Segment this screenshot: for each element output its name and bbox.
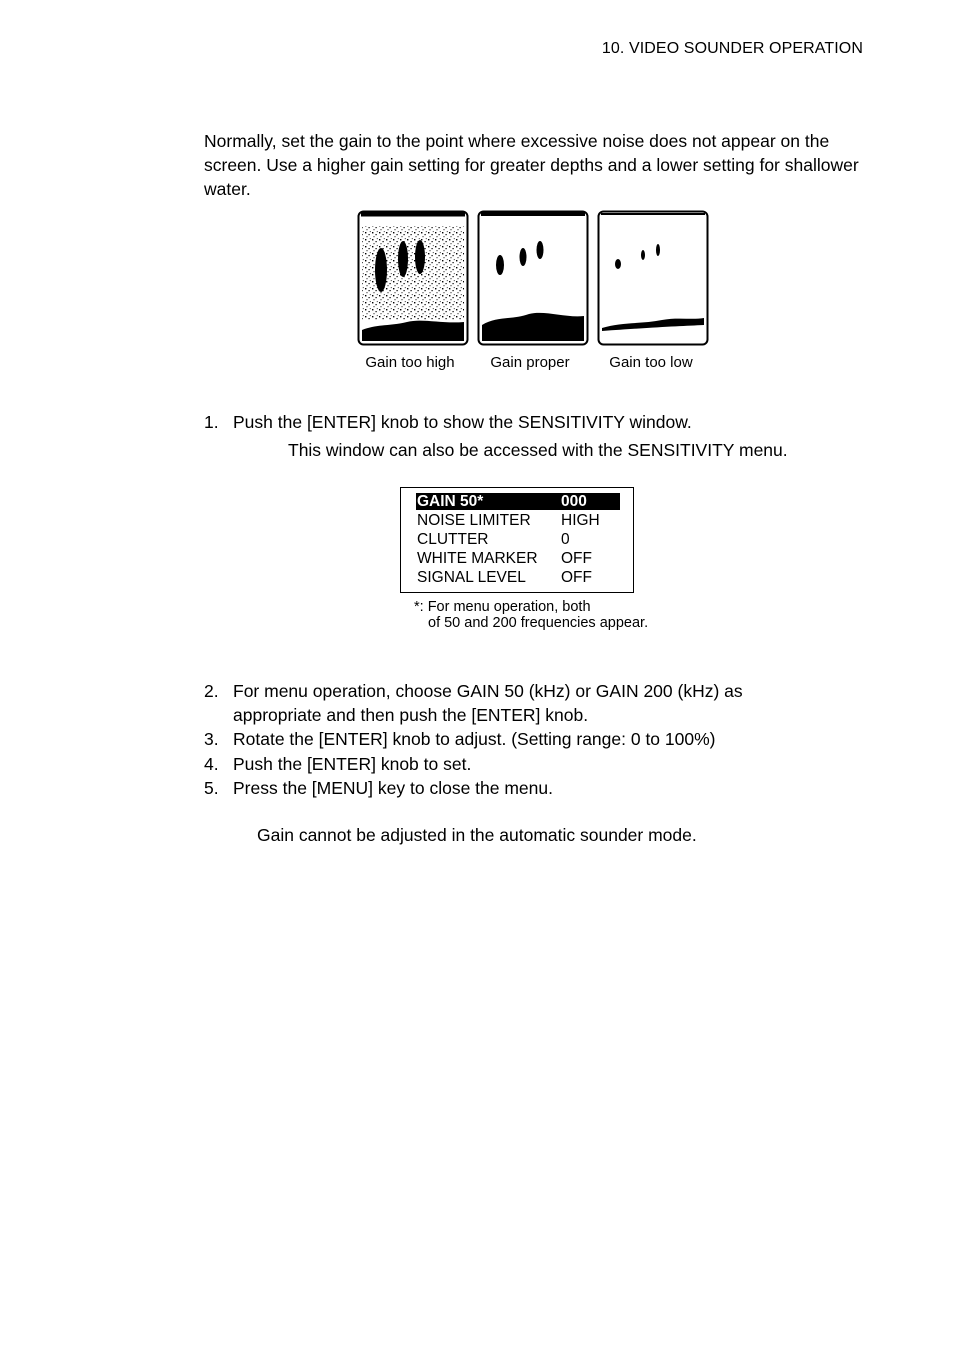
menu-row-label: WHITE MARKER	[417, 550, 538, 567]
footnote-line-1: *: For menu operation, both	[414, 599, 591, 615]
menu-row-value: OFF	[561, 550, 592, 567]
menu-row-signal-level[interactable]	[416, 569, 620, 586]
menu-row-value: HIGH	[561, 512, 600, 529]
caption-gain-proper: Gain proper	[490, 354, 570, 371]
caption-gain-too-high: Gain too high	[365, 354, 455, 371]
menu-row-clutter[interactable]	[416, 531, 620, 548]
menu-row-label: SIGNAL LEVEL	[417, 569, 526, 586]
step-number: 1.	[204, 412, 219, 432]
echogram-gain-too-high	[357, 210, 469, 346]
menu-row-white-marker[interactable]	[416, 550, 620, 567]
menu-row-label: NOISE LIMITER	[417, 512, 531, 529]
footnote-line-2: of 50 and 200 frequencies appear.	[428, 615, 649, 631]
menu-row-label: CLUTTER	[417, 531, 489, 548]
menu-row-value: OFF	[561, 569, 592, 586]
intro-paragraph: Normally, set the gain to the point where excessive noise does not appear on the screen. Use a higher gain setting for greater depths and a lower setting for shallower water.	[204, 131, 859, 199]
echogram-gain-proper	[477, 210, 589, 346]
step-text: Rotate the [ENTER] knob to adjust. (Setting range: 0 to 100%)	[233, 729, 716, 749]
menu-row-gain[interactable]	[416, 493, 620, 510]
step-number: 4.	[204, 754, 219, 774]
step-1-note: This window can also be accessed with the SENSITIVITY menu.	[288, 440, 788, 460]
menu-footnote	[414, 599, 648, 631]
sensitivity-window	[400, 487, 634, 593]
caption-gain-too-low: Gain too low	[609, 354, 693, 371]
step-text: Push the [ENTER] knob to show the SENSITIVITY window.	[233, 412, 692, 432]
automatic-mode-note: Gain cannot be adjusted in the automatic sounder mode.	[257, 825, 697, 845]
step-number: 3.	[204, 729, 219, 749]
menu-row-value: 0	[561, 531, 570, 548]
echogram-gain-too-low	[597, 210, 709, 346]
menu-row-label: GAIN 50*	[417, 493, 484, 510]
page-header: 10. VIDEO SOUNDER OPERATION	[601, 40, 863, 57]
step-number: 2.	[204, 681, 219, 701]
step-text: Press the [MENU] key to close the menu.	[233, 778, 553, 798]
menu-row-noise-limiter[interactable]	[416, 512, 620, 529]
menu-row-value: 000	[561, 493, 587, 510]
step-number: 5.	[204, 778, 219, 798]
step-text: For menu operation, choose GAIN 50 (kHz) or GAIN 200 (kHz) as appropriate and then push the [ENTER] knob.	[233, 681, 743, 725]
step-text: Push the [ENTER] knob to set.	[233, 754, 472, 774]
